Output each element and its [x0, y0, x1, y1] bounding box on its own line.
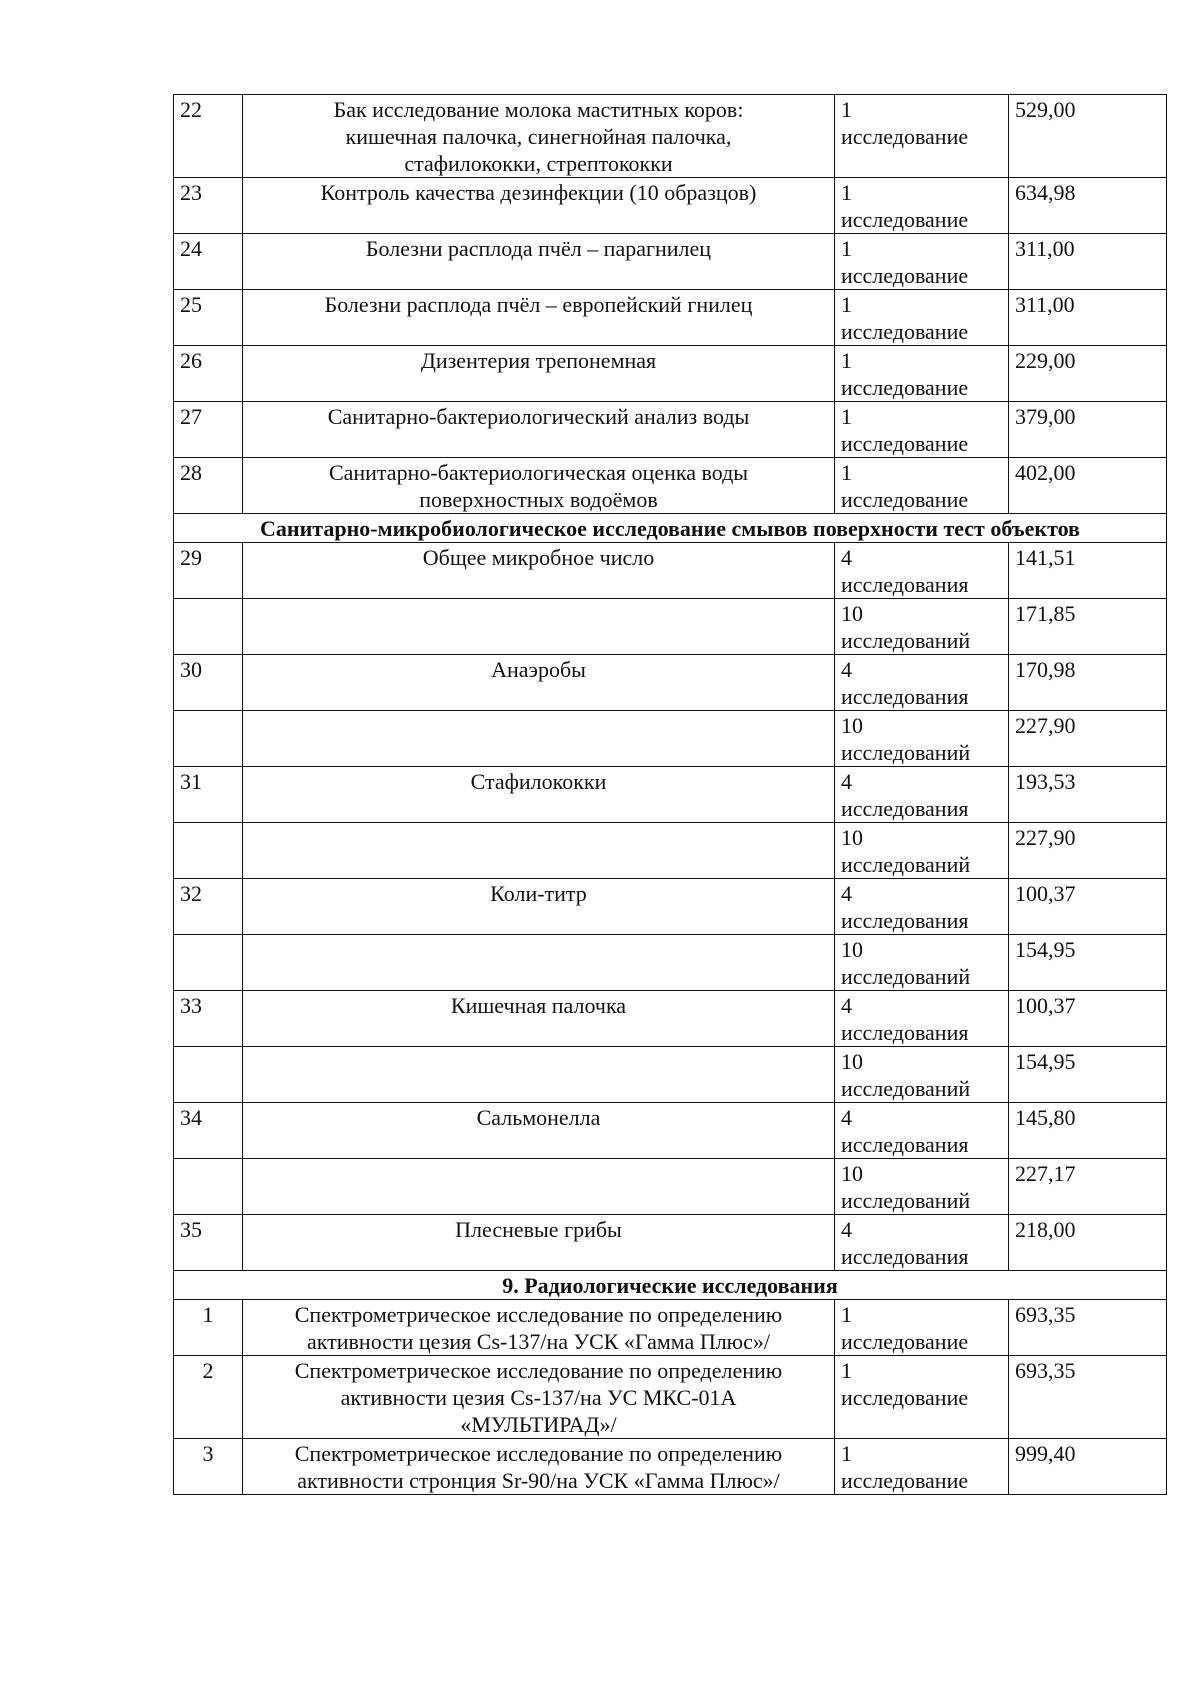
unit-cell — [835, 543, 1009, 599]
service-name-line: Спектрометрическое исследование по определению — [294, 1441, 783, 1466]
row-number: 31 — [174, 767, 243, 823]
unit-label: исследования — [841, 572, 969, 597]
unit-cell — [835, 402, 1009, 458]
row-number: 25 — [174, 290, 243, 346]
service-name-line: активности стронция Sr-90/на УСК «Гамма Плюс»/ — [297, 1468, 780, 1493]
unit-cell — [835, 599, 1009, 655]
unit-cell — [835, 1159, 1009, 1215]
section-header-swabs-row — [174, 514, 1167, 543]
unit-cell — [835, 655, 1009, 711]
unit-cell — [835, 1300, 1009, 1356]
service-name — [243, 1047, 835, 1103]
price-cell: 693,35 — [1009, 1300, 1167, 1356]
price-cell: 227,90 — [1009, 823, 1167, 879]
row-number: 24 — [174, 234, 243, 290]
unit-quantity: 4 — [841, 993, 852, 1018]
table-row — [174, 290, 1167, 346]
price-cell: 171,85 — [1009, 599, 1167, 655]
service-name — [243, 655, 835, 711]
unit-cell — [835, 95, 1009, 178]
service-name — [243, 711, 835, 767]
table-row — [174, 346, 1167, 402]
unit-label: исследование — [841, 319, 969, 344]
price-cell: 227,17 — [1009, 1159, 1167, 1215]
unit-quantity: 10 — [841, 937, 863, 962]
unit-cell — [835, 711, 1009, 767]
unit-cell — [835, 1047, 1009, 1103]
service-name — [243, 234, 835, 290]
unit-label: исследование — [841, 1468, 969, 1493]
row-number: 3 — [174, 1439, 243, 1495]
price-cell: 170,98 — [1009, 655, 1167, 711]
service-name-line: Коли-титр — [490, 881, 587, 906]
price-cell: 193,53 — [1009, 767, 1167, 823]
price-cell: 693,35 — [1009, 1356, 1167, 1439]
unit-quantity: 1 — [841, 97, 852, 122]
section-header-radiology: 9. Радиологические исследования — [174, 1271, 1167, 1300]
unit-quantity: 4 — [841, 545, 852, 570]
unit-quantity: 10 — [841, 1161, 863, 1186]
table-row — [174, 1215, 1167, 1271]
service-name-line: стафилококки, стрептококки — [404, 151, 673, 176]
service-name — [243, 1159, 835, 1215]
unit-label: исследований — [841, 1076, 971, 1101]
unit-label: исследования — [841, 684, 969, 709]
price-cell: 999,40 — [1009, 1439, 1167, 1495]
price-table-body — [174, 95, 1167, 1495]
price-cell: 402,00 — [1009, 458, 1167, 514]
unit-quantity: 4 — [841, 1217, 852, 1242]
unit-quantity: 4 — [841, 769, 852, 794]
table-row — [174, 234, 1167, 290]
price-cell: 141,51 — [1009, 543, 1167, 599]
row-number — [174, 935, 243, 991]
unit-label: исследование — [841, 1385, 969, 1410]
price-cell: 100,37 — [1009, 879, 1167, 935]
unit-label: исследования — [841, 1132, 969, 1157]
service-name-line: Сальмонелла — [476, 1105, 601, 1130]
service-name-line: Дизентерия трепонемная — [420, 348, 657, 373]
unit-cell — [835, 1439, 1009, 1495]
service-name-line: Болезни расплода пчёл – парагнилец — [365, 236, 712, 261]
table-row — [174, 178, 1167, 234]
unit-quantity: 1 — [841, 236, 852, 261]
price-cell: 379,00 — [1009, 402, 1167, 458]
unit-cell — [835, 879, 1009, 935]
row-number: 28 — [174, 458, 243, 514]
unit-label: исследование — [841, 375, 969, 400]
unit-cell — [835, 1356, 1009, 1439]
table-row — [174, 767, 1167, 823]
row-number — [174, 1047, 243, 1103]
table-row — [174, 543, 1167, 599]
table-row — [174, 991, 1167, 1047]
price-cell: 311,00 — [1009, 234, 1167, 290]
table-row — [174, 95, 1167, 178]
unit-quantity: 1 — [841, 1358, 852, 1383]
service-name-line: «МУЛЬТИРАД»/ — [460, 1412, 617, 1437]
service-name — [243, 543, 835, 599]
unit-label: исследований — [841, 628, 971, 653]
price-cell: 529,00 — [1009, 95, 1167, 178]
service-name — [243, 1215, 835, 1271]
row-number: 1 — [174, 1300, 243, 1356]
table-row — [174, 879, 1167, 935]
row-number — [174, 823, 243, 879]
row-number: 2 — [174, 1356, 243, 1439]
service-name — [243, 823, 835, 879]
unit-label: исследования — [841, 1244, 969, 1269]
service-name-line: Спектрометрическое исследование по определению — [294, 1302, 783, 1327]
table-row — [174, 1159, 1167, 1215]
unit-label: исследования — [841, 796, 969, 821]
service-name-line: Санитарно-бактериологическая оценка воды — [328, 460, 749, 485]
service-name — [243, 402, 835, 458]
unit-label: исследование — [841, 431, 969, 456]
service-name-line: Анаэробы — [491, 657, 586, 682]
table-row — [174, 458, 1167, 514]
unit-quantity: 4 — [841, 1105, 852, 1130]
table-row — [174, 655, 1167, 711]
table-row — [174, 599, 1167, 655]
row-number — [174, 599, 243, 655]
unit-cell — [835, 1103, 1009, 1159]
service-name — [243, 95, 835, 178]
row-number: 22 — [174, 95, 243, 178]
service-name — [243, 458, 835, 514]
service-name — [243, 1103, 835, 1159]
service-name-line: Стафилококки — [470, 769, 607, 794]
unit-quantity: 10 — [841, 825, 863, 850]
unit-cell — [835, 767, 1009, 823]
service-name-line: Санитарно-бактериологический анализ воды — [327, 404, 750, 429]
table-row — [174, 402, 1167, 458]
price-cell: 227,90 — [1009, 711, 1167, 767]
service-name — [243, 879, 835, 935]
unit-label: исследований — [841, 740, 971, 765]
unit-label: исследований — [841, 852, 971, 877]
table-row — [174, 1047, 1167, 1103]
service-name-line: Болезни расплода пчёл – европейский гнилец — [324, 292, 753, 317]
unit-quantity: 1 — [841, 404, 852, 429]
row-number: 27 — [174, 402, 243, 458]
service-name — [243, 178, 835, 234]
table-row — [174, 711, 1167, 767]
unit-quantity: 4 — [841, 657, 852, 682]
price-cell: 100,37 — [1009, 991, 1167, 1047]
service-name-line: Кишечная палочка — [450, 993, 627, 1018]
table-row — [174, 1439, 1167, 1495]
price-cell: 218,00 — [1009, 1215, 1167, 1271]
table-row — [174, 823, 1167, 879]
service-name — [243, 991, 835, 1047]
section-header-radiology-row — [174, 1271, 1167, 1300]
service-name — [243, 767, 835, 823]
service-name-line: Бак исследование молока маститных коров: — [333, 97, 744, 122]
service-name-line: поверхностных водоёмов — [419, 487, 658, 512]
row-number: 33 — [174, 991, 243, 1047]
table-row — [174, 1300, 1167, 1356]
service-name-line: Плесневые грибы — [455, 1217, 622, 1242]
price-table — [173, 94, 1167, 1495]
service-name-line: Спектрометрическое исследование по определению — [294, 1358, 783, 1383]
service-name — [243, 935, 835, 991]
row-number: 29 — [174, 543, 243, 599]
unit-label: исследование — [841, 207, 969, 232]
unit-cell — [835, 178, 1009, 234]
service-name-line: кишечная палочка, синегнойная палочка, — [345, 124, 732, 149]
unit-cell — [835, 290, 1009, 346]
row-number: 23 — [174, 178, 243, 234]
service-name — [243, 290, 835, 346]
unit-cell — [835, 346, 1009, 402]
unit-cell — [835, 234, 1009, 290]
service-name — [243, 1439, 835, 1495]
service-name-line: Общее микробное число — [422, 545, 655, 570]
price-cell: 154,95 — [1009, 1047, 1167, 1103]
row-number: 30 — [174, 655, 243, 711]
table-row — [174, 1103, 1167, 1159]
unit-label: исследование — [841, 487, 969, 512]
unit-quantity: 4 — [841, 881, 852, 906]
row-number: 32 — [174, 879, 243, 935]
unit-label: исследование — [841, 263, 969, 288]
unit-quantity: 1 — [841, 1302, 852, 1327]
price-cell: 154,95 — [1009, 935, 1167, 991]
unit-quantity: 1 — [841, 348, 852, 373]
unit-label: исследование — [841, 1329, 969, 1354]
service-name-line: активности цезия Cs-137/на УС МКС-01А — [340, 1385, 737, 1410]
unit-label: исследований — [841, 1188, 971, 1213]
unit-label: исследования — [841, 1020, 969, 1045]
price-cell: 145,80 — [1009, 1103, 1167, 1159]
service-name — [243, 599, 835, 655]
unit-quantity: 1 — [841, 460, 852, 485]
unit-quantity: 1 — [841, 180, 852, 205]
unit-quantity: 1 — [841, 1441, 852, 1466]
service-name — [243, 1300, 835, 1356]
service-name-line: Контроль качества дезинфекции (10 образцов) — [320, 180, 757, 205]
service-name-line: активности цезия Cs-137/на УСК «Гамма Плюс»/ — [306, 1329, 770, 1354]
unit-cell — [835, 935, 1009, 991]
unit-quantity: 1 — [841, 292, 852, 317]
row-number: 26 — [174, 346, 243, 402]
unit-quantity: 10 — [841, 601, 863, 626]
unit-cell — [835, 823, 1009, 879]
row-number: 35 — [174, 1215, 243, 1271]
unit-quantity: 10 — [841, 1049, 863, 1074]
price-cell: 634,98 — [1009, 178, 1167, 234]
row-number — [174, 711, 243, 767]
unit-label: исследования — [841, 908, 969, 933]
unit-cell — [835, 1215, 1009, 1271]
unit-quantity: 10 — [841, 713, 863, 738]
price-cell: 229,00 — [1009, 346, 1167, 402]
table-row — [174, 935, 1167, 991]
unit-label: исследований — [841, 964, 971, 989]
service-name — [243, 1356, 835, 1439]
unit-label: исследование — [841, 124, 969, 149]
service-name — [243, 346, 835, 402]
price-cell: 311,00 — [1009, 290, 1167, 346]
table-row — [174, 1356, 1167, 1439]
unit-cell — [835, 458, 1009, 514]
section-header-swabs: Санитарно-микробиологическое исследование смывов поверхности тест объектов — [174, 514, 1167, 543]
row-number: 34 — [174, 1103, 243, 1159]
row-number — [174, 1159, 243, 1215]
unit-cell — [835, 991, 1009, 1047]
